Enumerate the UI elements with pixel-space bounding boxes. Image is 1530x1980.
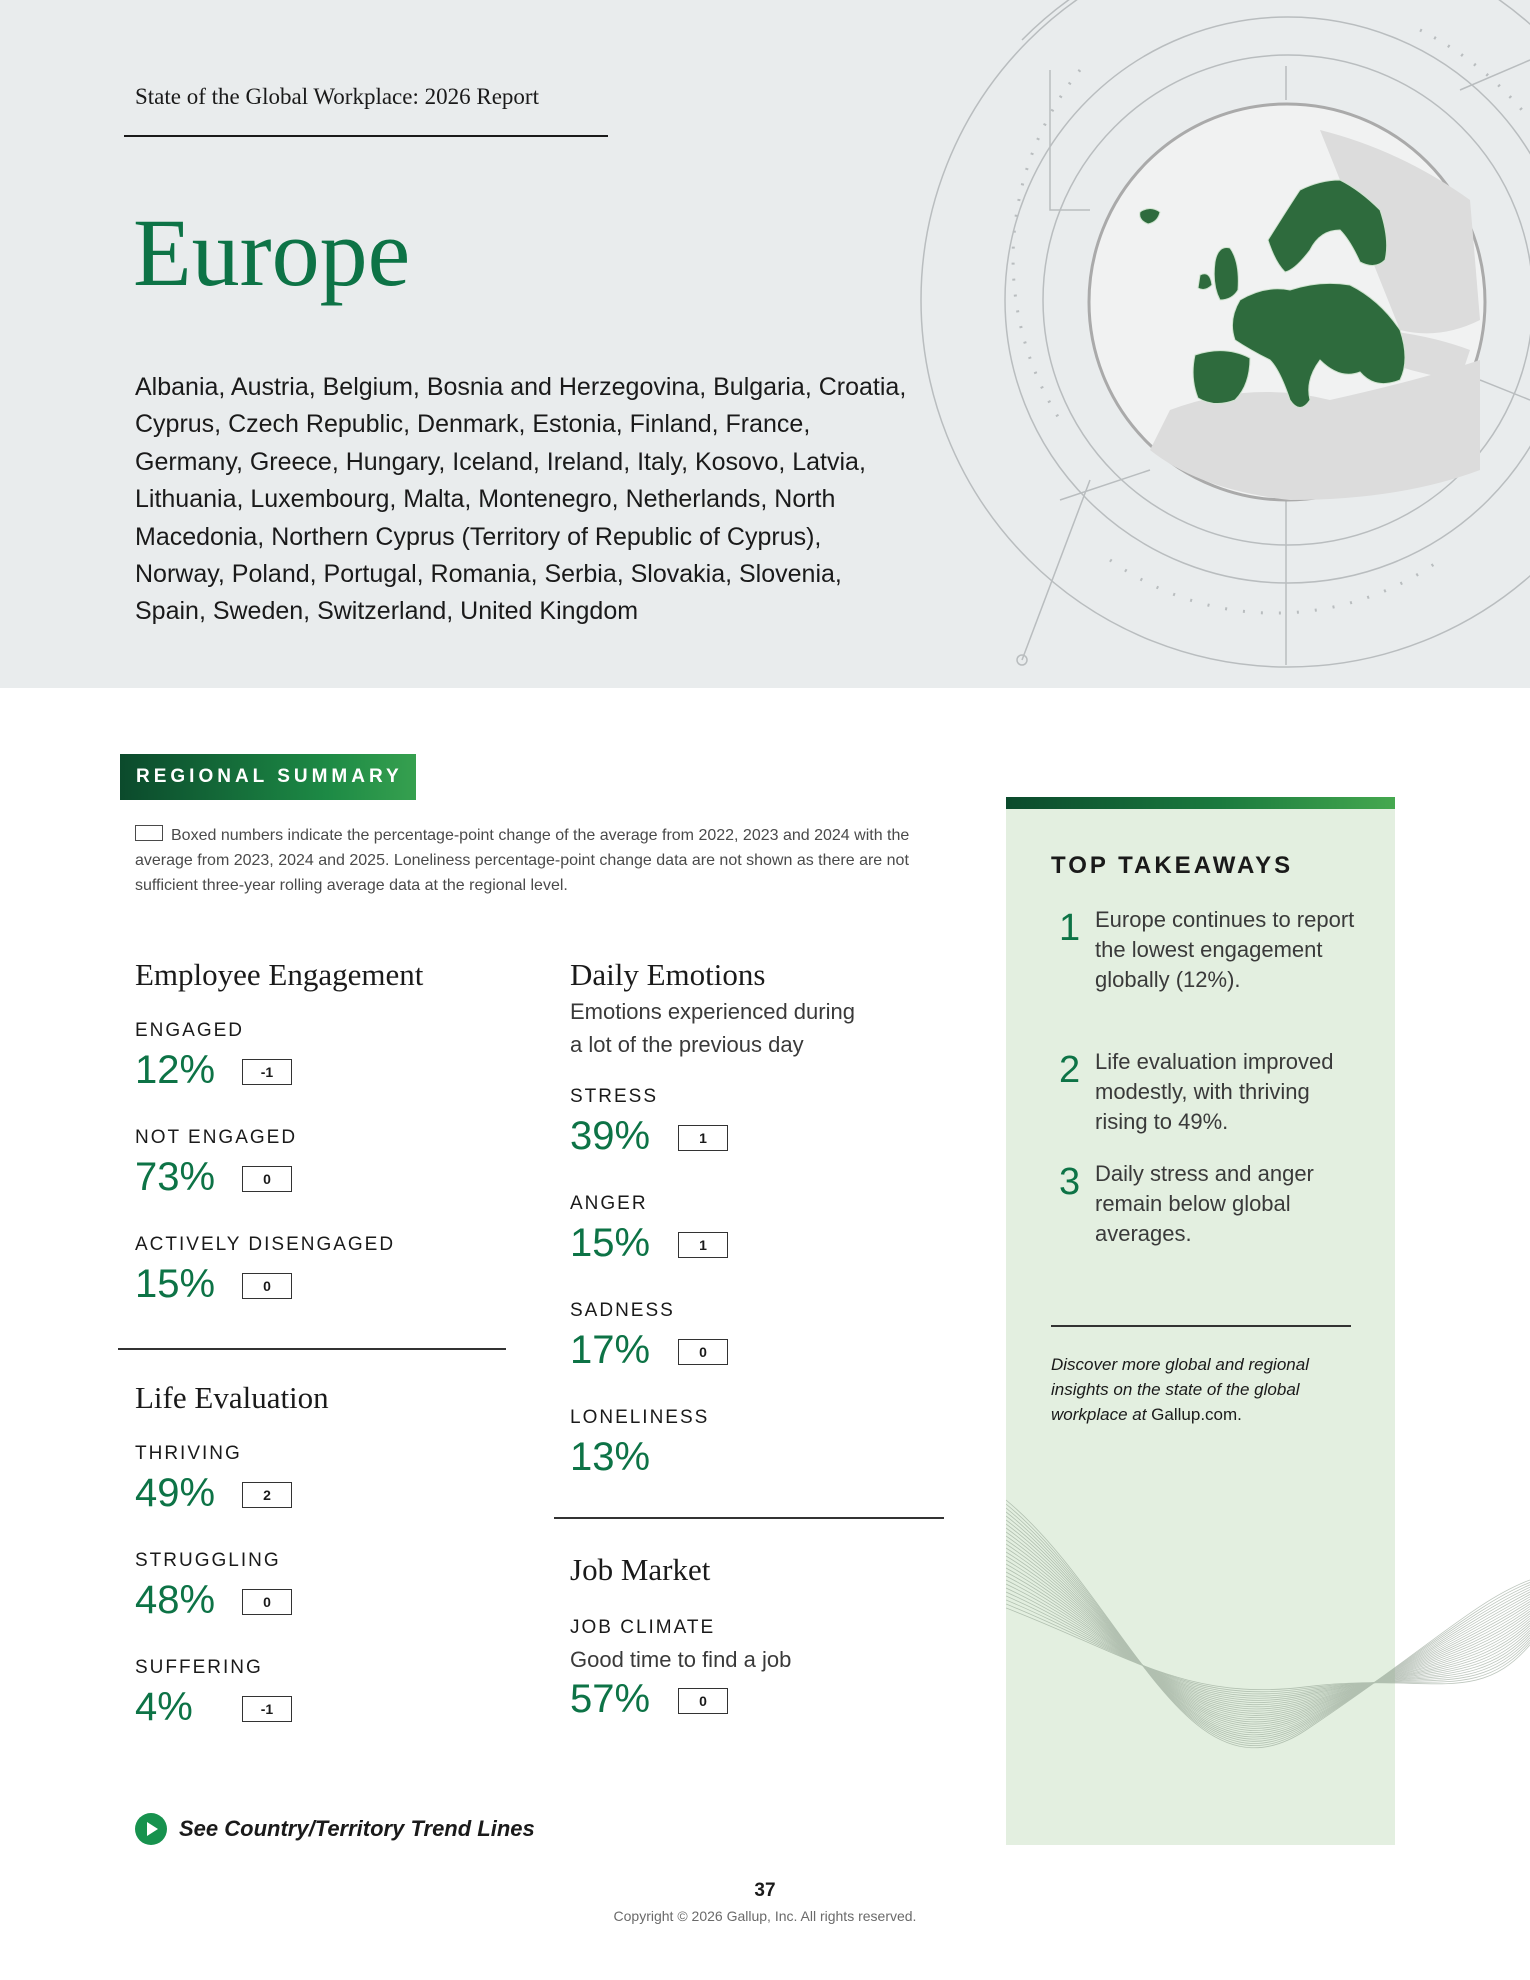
legend-box-icon — [135, 825, 163, 841]
report-title: State of the Global Workplace: 2026 Report — [135, 84, 539, 109]
daily-emotions-title: Daily Emotions — [570, 957, 766, 992]
regional-summary-label: REGIONAL SUMMARY — [136, 766, 403, 787]
takeaway-text: Life evaluation improved modestly, with thriving rising to 49%. — [1095, 1049, 1334, 1134]
sadness-value: 17% — [570, 1328, 651, 1372]
header-divider — [124, 135, 608, 137]
legend-note-text: Boxed numbers indicate the percentage-point change of the average from 2022, 2023 and 2024 with the average from 2023, 2024 and 2025. Loneliness percentage-point change data are not shown as there are not sufficient three-year rolling average data at the regional level. — [135, 827, 910, 894]
anger-label: ANGER — [570, 1193, 648, 1214]
daily-emotions-subtitle: Emotions experienced during — [570, 999, 855, 1024]
takeaway-text: Europe continues to report the lowest engagement globally (12%). — [1095, 907, 1355, 992]
gallup-link[interactable]: Gallup.com. — [1151, 1405, 1242, 1424]
legend-note — [135, 823, 955, 898]
disengaged-change-box: 0 — [242, 1273, 292, 1299]
job-climate-change-box: 0 — [678, 1688, 728, 1714]
struggling-label: STRUGGLING — [135, 1550, 281, 1571]
page-number: 37 — [754, 1880, 776, 1901]
engagement-divider — [118, 1348, 506, 1350]
wave-line — [1006, 1544, 1530, 1724]
takeaway-text: Daily stress and anger remain below global averages. — [1095, 1161, 1314, 1246]
anger-value: 15% — [570, 1221, 651, 1265]
job-climate-label: JOB CLIMATE — [570, 1617, 716, 1638]
trend-lines-link[interactable] — [135, 1813, 535, 1845]
suffering-label: SUFFERING — [135, 1657, 263, 1678]
disengaged-value: 15% — [135, 1262, 216, 1306]
country-list: Albania, Austria, Belgium, Bosnia and Herzegovina, Bulgaria, Croatia, Cyprus, Czech Republic, Denmark, Estonia, Finland, France, Germany, Greece, Hungary, Iceland, Ireland, Italy, Kosovo, Latvia, Lithuania, Luxembourg, Malta, Montenegro, Netherlands, North Macedonia, Northern Cyprus (Territory of Republic of Cyprus), Norway, Poland, Portugal, Romania, Serbia, Slovakia, Slovenia, Spain, Sweden, Switzerland, United Kingdom — [135, 373, 907, 626]
suffering-value: 4% — [135, 1685, 193, 1729]
thriving-label: THRIVING — [135, 1443, 242, 1464]
stress-value: 39% — [570, 1114, 651, 1158]
loneliness-value: 13% — [570, 1435, 651, 1479]
engaged-label: ENGAGED — [135, 1020, 245, 1041]
wave-line — [1006, 1576, 1530, 1707]
job-climate-subtitle: Good time to find a job — [570, 1647, 792, 1672]
disengaged-label: ACTIVELY DISENGAGED — [135, 1234, 396, 1255]
takeaways-accent-bar — [1006, 797, 1395, 809]
sadness-change-box: 0 — [678, 1339, 728, 1365]
stress-change-box: 1 — [678, 1125, 728, 1151]
suffering-change-box: -1 — [242, 1696, 292, 1722]
takeaway-number: 3 — [1059, 1161, 1081, 1203]
play-icon[interactable] — [135, 1813, 167, 1845]
engaged-value: 12% — [135, 1048, 216, 1092]
engagement-title: Employee Engagement — [135, 957, 424, 992]
wave-line — [1006, 1552, 1530, 1720]
not-engaged-value: 73% — [135, 1155, 216, 1199]
not-engaged-change-box: 0 — [242, 1166, 292, 1192]
discover-text: Discover more global and regional insights on the state of the global workplace at — [1051, 1355, 1309, 1424]
takeaways-heading: TOP TAKEAWAYS — [1051, 852, 1294, 879]
region-header — [0, 0, 1530, 688]
stress-label: STRESS — [570, 1086, 659, 1107]
sadness-label: SADNESS — [570, 1300, 675, 1321]
wave-line — [1006, 1516, 1530, 1739]
thriving-value: 49% — [135, 1471, 216, 1515]
takeaway-number: 2 — [1059, 1049, 1081, 1091]
wave-line — [1006, 1524, 1530, 1735]
not-engaged-label: NOT ENGAGED — [135, 1127, 298, 1148]
struggling-change-box: 0 — [242, 1589, 292, 1615]
page-title: Europe — [133, 199, 411, 306]
job-market-title: Job Market — [570, 1552, 711, 1587]
thriving-change-box: 2 — [242, 1482, 292, 1508]
life-evaluation-title: Life Evaluation — [135, 1380, 329, 1415]
takeaway-number: 1 — [1059, 907, 1081, 949]
emotions-divider — [554, 1517, 944, 1519]
job-climate-value: 57% — [570, 1677, 651, 1721]
regional-summary-badge — [120, 754, 416, 800]
decorative-wave-lines — [1006, 1480, 1530, 1900]
takeaways-divider — [1051, 1325, 1351, 1327]
loneliness-label: LONELINESS — [570, 1407, 710, 1428]
engaged-change-box: -1 — [242, 1059, 292, 1085]
trend-lines-label[interactable]: See Country/Territory Trend Lines — [179, 1816, 535, 1841]
daily-emotions-subtitle-2: a lot of the previous day — [570, 1032, 804, 1057]
wave-line — [1006, 1560, 1530, 1715]
copyright: Copyright © 2026 Gallup, Inc. All rights reserved. — [613, 1908, 917, 1924]
struggling-value: 48% — [135, 1578, 216, 1622]
europe-globe-map — [880, 0, 1530, 688]
discover-more-text — [1051, 1352, 1351, 1427]
anger-change-box: 1 — [678, 1232, 728, 1258]
